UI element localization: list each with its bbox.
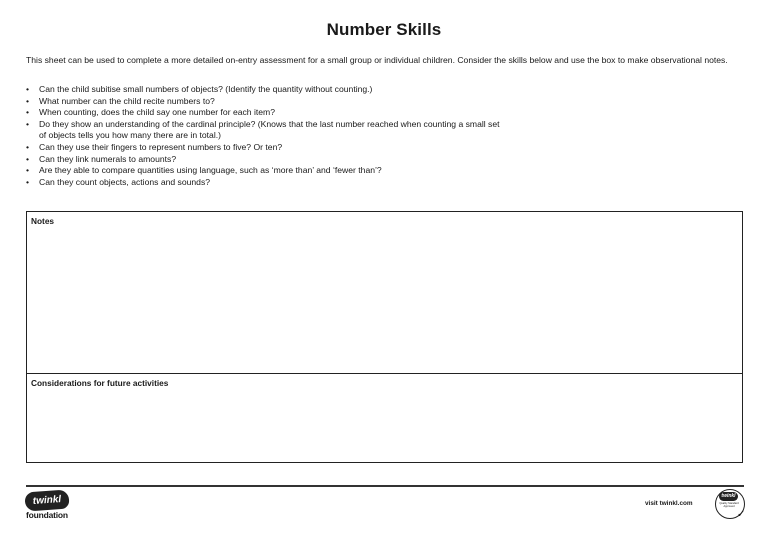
skill-text: Can they use their fingers to represent numbers to five? Or ten?	[39, 141, 283, 152]
bullet: •	[26, 165, 30, 176]
bullet: •	[26, 153, 30, 164]
skill-text: Are they able to compare quantities using language, such as ‘more than’ and ‘fewer than’?	[39, 165, 382, 176]
bullet: •	[26, 95, 30, 106]
list-item	[26, 177, 626, 189]
logo-bubble: twinkl	[24, 489, 69, 511]
list-item	[26, 165, 626, 177]
twinkl-foundation-logo	[25, 489, 75, 523]
footer-divider	[26, 485, 744, 487]
check-icon: ✓	[737, 509, 746, 520]
list-item	[26, 154, 626, 166]
visit-link[interactable]: visit twinkl.com	[645, 500, 693, 507]
considerations-area[interactable]	[27, 374, 742, 462]
logo-subtitle: foundation	[26, 510, 68, 520]
list-item	[26, 119, 509, 142]
skill-text: Can they link numerals to amounts?	[39, 153, 177, 164]
skills-list	[26, 84, 626, 188]
quality-badge	[713, 489, 747, 521]
skill-text: When counting, does the child say one number for each item?	[39, 107, 275, 118]
badge-logo: twinkl	[719, 492, 738, 501]
list-item	[26, 107, 626, 119]
bullet: •	[26, 84, 30, 94]
bullet: •	[26, 141, 30, 152]
considerations-label: Considerations for future activities	[31, 378, 169, 388]
notes-box	[26, 211, 743, 463]
intro-paragraph: This sheet can be used to complete a more detailed on-entry assessment for a small group or individual children. Consider the skills below and use the box to make observational notes.	[26, 55, 728, 65]
page-title: Number Skills	[326, 20, 442, 39]
skill-text: Do they show an understanding of the cardinal principle? (Knows that the last number reached when counting a small set of objects tells you how many there are in total.)	[39, 118, 500, 141]
badge-text: Quality Standard Approved	[719, 502, 739, 509]
list-item	[26, 84, 626, 96]
list-item	[26, 142, 626, 154]
bullet: •	[26, 176, 30, 187]
skill-text: What number can the child recite numbers to?	[39, 95, 215, 106]
list-item	[26, 96, 626, 108]
bullet: •	[26, 107, 30, 118]
skill-text: Can they count objects, actions and sounds?	[39, 176, 211, 187]
notes-label: Notes	[31, 216, 55, 226]
skill-text: Can the child subitise small numbers of objects? (Identify the quantity without counting.)	[39, 84, 373, 94]
notes-area[interactable]	[27, 212, 742, 374]
bullet: •	[26, 118, 30, 129]
